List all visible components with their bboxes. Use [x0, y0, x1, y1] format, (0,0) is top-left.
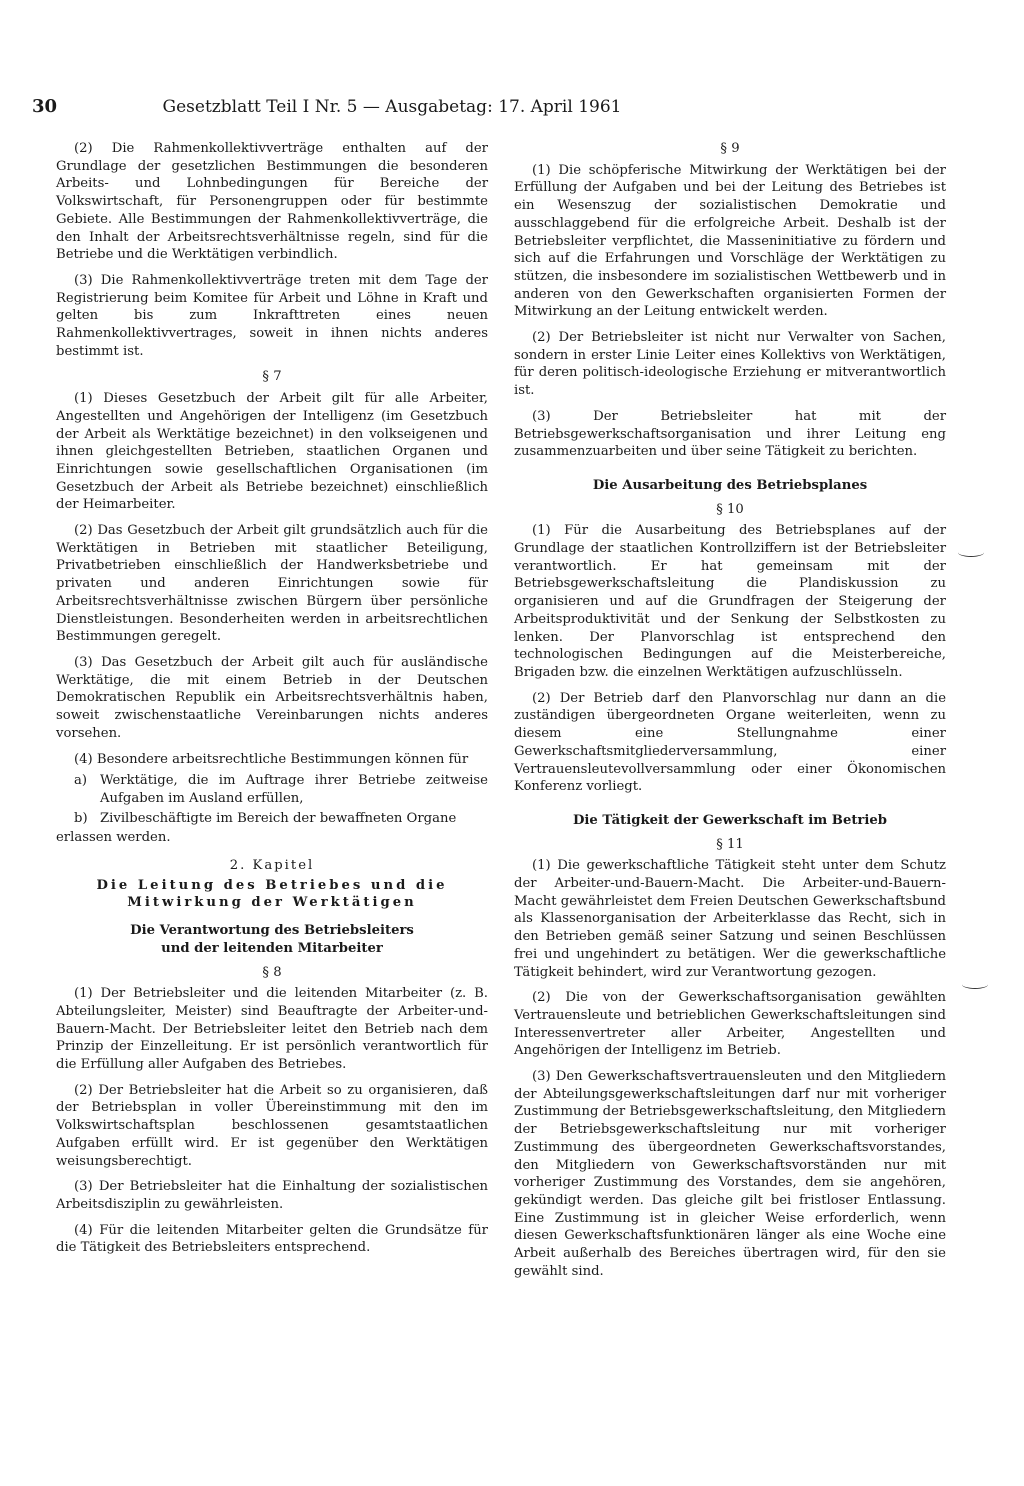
- section-11-heading: § 11: [716, 836, 744, 852]
- paragraph-6-2: (2) Die Rahmenkollektivverträge enthalten auf der Grundlage der gesetzlichen Bestimmungen die besonderen Arbeits- und Lohnbedingungen für Bereiche der Volkswirtschaft, für Personengruppen oder für bestimmte Gebiete. Alle Bestimmungen der Rahmenkollektivverträge, die den Inhalt der Arbeitsrechtsverhältnisse regeln, sind für die Betriebe und die Werktätigen verbindlich.: [56, 141, 488, 263]
- subheading-union: Die Tätigkeit der Gewerkschaft im Betrieb: [572, 812, 888, 828]
- list-text-b: Zivilbeschäftigte im Bereich der bewaffneten Organe: [100, 810, 457, 826]
- left-column: [56, 140, 488, 1265]
- list-item-a: [56, 772, 488, 807]
- paragraph-7-4: (4) Besondere arbeitsrechtliche Bestimmungen können für: [74, 751, 469, 767]
- paragraph-7-4-end: erlassen werden.: [56, 830, 171, 846]
- paragraph-10-2: (2) Der Betrieb darf den Planvorschlag nur dann an die zuständigen übergeordneten Organe weiterleiten, wenn zu diesem eine Stellungnahme einer Gewerkschaftsmitgliederversammlung, einer Vertrauensleutevollversammlung oder einer Ökonomischen Konferenz vorliegt.: [514, 690, 946, 795]
- paragraph-8-4: (4) Für die leitenden Mitarbeiter gelten die Grundsätze für die Tätigkeit des Betriebsleiters entsprechend.: [56, 1222, 488, 1256]
- paragraph-9-3: (3) Der Betriebsleiter hat mit der Betriebsgewerkschaftsorganisation und ihrer Leitung eng zusammenzuarbeiten und über seine Tätigkeit zu berichten.: [514, 408, 946, 460]
- page-number: 30: [32, 96, 58, 117]
- chapter-title-line-1: Die Leitung des Betriebes und die: [96, 877, 448, 893]
- section-9-heading: § 9: [720, 141, 740, 156]
- paragraph-8-1: (1) Der Betriebsleiter und die leitenden Mitarbeiter (z. B. Abteilungsleiter, Meister) sind Beauftragte der Arbeiter-und-Bauern-Macht. Der Betriebsleiter leitet den Betrieb nach dem Prinzip der Einzelleitung. Er ist persönlich verantwortlich für die Erfüllung aller Aufgaben des Betriebes.: [56, 986, 488, 1073]
- page-header: [32, 96, 732, 120]
- list-label-a: a): [74, 773, 88, 789]
- paragraph-11-1: (1) Die gewerkschaftliche Tätigkeit steht unter dem Schutz der Arbeiter-und-Bauern-Macht. Die Arbeiter-und-Bauern-Macht gewährleistet dem Freien Deutschen Gewerkschaftsbund als Klassenorganisation der Arbeiterklasse das Recht, sich in den Betrieben gemäß seiner Satzung und seinen Beschlüssen frei und ungehindert zu betätigen. Wer die gewerkschaftliche Tätigkeit behindert, wird zur Verantwortung gezogen.: [514, 858, 946, 980]
- paragraph-7-3: (3) Das Gesetzbuch der Arbeit gilt auch für ausländische Werktätige, die mit einem Betrieb in der Deutschen Demokratischen Republik ein Arbeitsrechtsverhältnis haben, soweit zwischenstaatliche Vereinbarungen nichts anderes vorsehen.: [56, 654, 488, 741]
- paragraph-11-2: (2) Die von der Gewerkschaftsorganisation gewählten Vertrauensleute und betrieblichen Gewerkschaftsleitungen sind Interessenvertreter aller Arbeiter, Angestellten und Angehörigen der Intelligenz im Betrieb.: [514, 990, 946, 1059]
- list-text-a: Werktätige, die im Auftrage ihrer Betriebe zeitweise Aufgaben im Ausland erfüllen,: [100, 773, 488, 806]
- paragraph-7-1: (1) Dieses Gesetzbuch der Arbeit gilt für alle Arbeiter, Angestellten und Angehörigen der Intelligenz (im Gesetzbuch der Arbeit als Werktätige bezeichnet) in den volkseigenen und ihnen gleichgestellten Betrieben, staatlichen Organen und Einrichtungen sowie gesellschaftlichen Organisationen (im Gesetzbuch der Arbeit als Betriebe bezeichnet) einschließlich der Heimarbeiter.: [56, 391, 488, 513]
- paragraph-10-1: (1) Für die Ausarbeitung des Betriebsplanes auf der Grundlage der staatlichen Kontrollziffern ist der Betriebsleiter verantwortlich. Er hat gemeinsam mit der Betriebsgewerkschaftsleitung die Plandiskussion zu organisieren und auf die Grundfragen der Steigerung der Arbeitsproduktivität und der Senkung der Selbstkosten zu lenken. Der Planvorschlag ist entsprechend den technologischen Bedingungen auf die Meisterbereiche, Brigaden bzw. die einzelnen Werktätigen aufzuschlüsseln.: [514, 523, 946, 680]
- paragraph-11-3: (3) Den Gewerkschaftsvertrauensleuten und den Mitgliedern der Abteilungsgewerkschaftsleitungen darf nur mit vorheriger Zustimmung der Betriebsgewerkschaftsleitung, den Mitgliedern der Betriebsgewerkschaftsleitung nur mit vorheriger Zustimmung des übergeordneten Gewerkschaftsvorstandes, den Mitgliedern von Gewerkschaftsvorständen nur mit vorheriger Zustimmung des Vorstandes, dem sie angehören, gekündigt werden. Das gleiche gilt bei fristloser Entlassung. Eine Zustimmung ist in gleicher Weise erforderlich, wenn diesen Gewerkschaftsfunktionären länger als eine Woche eine Arbeit außerhalb des Bereiches übertragen wird, für den sie gewählt sind.: [514, 1069, 946, 1279]
- list-label-b: b): [74, 810, 88, 826]
- chapter-title-line-2: Mitwirkung der Werktätigen: [127, 895, 417, 911]
- section-8-heading: § 8: [262, 964, 282, 980]
- paragraph-8-2: (2) Der Betriebsleiter hat die Arbeit so zu organisieren, daß der Betriebsplan in voller Übereinstimmung mit den im Volkswirtschaftsplan beschlossenen gesamtstaatlichen Aufgaben erfüllt wird. Er ist gegenüber den Werktätigen weisungsberechtigt.: [56, 1082, 488, 1169]
- subheading-plan: Die Ausarbeitung des Betriebsplanes: [592, 477, 868, 493]
- section-7-heading: § 7: [262, 369, 282, 385]
- paragraph-6-3: (3) Die Rahmenkollektivverträge treten mit dem Tage der Registrierung beim Komitee für Arbeit und Löhne in Kraft und gelten bis zum Inkrafttreten eines neuen Rahmenkollektivvertrages, soweit in ihnen nichts anderes bestimmt ist.: [56, 272, 488, 359]
- margin-mark-lower: [962, 980, 988, 989]
- paragraph-7-2: (2) Das Gesetzbuch der Arbeit gilt grundsätzlich auch für die Werktätigen in Betrieben mit staatlicher Beteiligung, Privatbetrieben einschließlich der Handwerksbetriebe und privaten und anderen Einrichtungen sowie für Arbeitsrechtsverhältnisse zwischen Bürgern über persönliche Dienstleistungen. Besonderheiten werden in arbeitsrechtlichen Bestimmungen geregelt.: [56, 523, 488, 645]
- subheading-responsibility-2: und der leitenden Mitarbeiter: [161, 940, 383, 956]
- paragraph-9-2: (2) Der Betriebsleiter ist nicht nur Verwalter von Sachen, sondern in erster Linie Leiter eines Kollektivs von Werktätigen, für deren politisch-ideologische Erziehung er mitverantwortlich ist.: [514, 330, 946, 399]
- section-10-heading: § 10: [716, 501, 744, 517]
- running-title: Gesetzblatt Teil I Nr. 5 — Ausgabetag: 17. April 1961: [162, 97, 622, 117]
- list-item-b: [56, 810, 488, 828]
- right-column: [514, 140, 946, 1288]
- paragraph-8-3: (3) Der Betriebsleiter hat die Einhaltung der sozialistischen Arbeitsdisziplin zu gewährleisten.: [56, 1179, 488, 1212]
- margin-mark-upper: [958, 548, 984, 557]
- subheading-responsibility-1: Die Verantwortung des Betriebsleiters: [130, 923, 414, 939]
- paragraph-9-1: (1) Die schöpferische Mitwirkung der Werktätigen bei der Erfüllung der Aufgaben und bei der Leitung des Betriebes ist ein Wesenszug der sozialistischen Demokratie und ausschlaggebend für die erfolgreiche Arbeit. Deshalb ist der Betriebsleiter verpflichtet, die Masseninitiative zu fördern und sich auf die Erfahrungen und Vorschläge der Werktätigen zu stützen, die insbesondere im sozialistischen Wettbewerb und in anderen von den Gewerkschaften organisierten Formen der Mitwirkung an der Leitung entwickelt werden.: [514, 162, 946, 320]
- chapter-heading: 2. Kapitel: [229, 858, 315, 874]
